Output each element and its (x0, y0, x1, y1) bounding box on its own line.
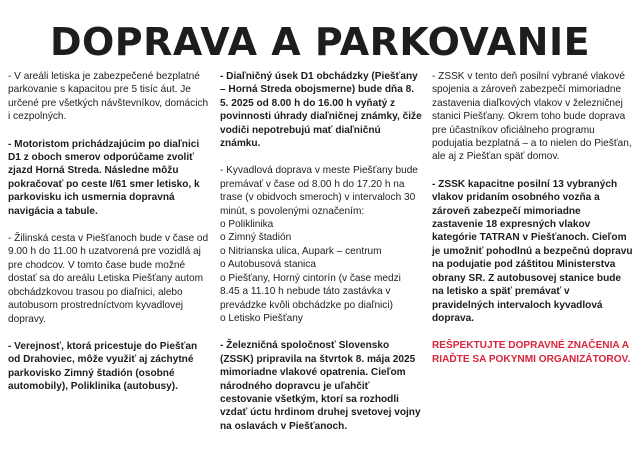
drahovce-parking-info: - Verejnosť, ktorá pricestuje do Piešťan od Drahoviec, môže využiť aj záchytné parkovisko Zimný štadión (osobné automobily), Poliklinika (autobusy). (8, 340, 198, 393)
zilinska-road-closure: - Žilinská cesta v Piešťanoch bude v čase od 9.00 h do 11.00 h uzatvorená pre vozidlá aj pre chodcov. V tomto čase bude možné dostať sa do areálu Letiska Piešťany autom obchádzkovou trasou po diaľnici, alebo autobusom prostredníctvom kyvadlovej dopravy. (8, 233, 209, 325)
list-item: o Zimný štadión (220, 232, 292, 244)
list-item: o Letisko Piešťany (220, 312, 303, 324)
page-title: DOPRAVA A PARKOVANIE (49, 20, 591, 64)
parking-info: - V areáli letiska je zabezpečené bezplatné parkovanie s kapacitou pre 5 tisíc áut. Je určené pre všetkých návštevníkov, domácich i cezpolných. (8, 71, 209, 123)
column-3 (432, 70, 634, 380)
list-item: o Nitrianska ulica, Aupark – centrum (220, 245, 382, 257)
column-1 (8, 70, 210, 408)
list-item: o Poliklinika (220, 219, 274, 231)
d1-toll-free-info: - Diaľničný úsek D1 obchádzky (Piešťany – Horná Streda obojsmerne) bude dňa 8. 5. 2025 od 8.00 h do 16.00 h vyňatý z povinnosti úhrady diaľničnej známky, čiže vodiči nepotrebujú mať diaľničnú známku. (220, 71, 422, 150)
shuttle-intro: - Kyvadlová doprava v meste Piešťany bude premávať v čase od 8.00 h do 17.20 h na trase (v obidvoch smeroch) v intervaloch 30 minút, s povolenými označením: (220, 165, 418, 217)
column-2 (220, 70, 422, 447)
zssk-measures-info: - Železničná spoločnosť Slovensko (ZSSK) pripravila na štvrtok 8. mája 2025 mimoriadne vlakové opatrenia. Cieľom národného dopravcu je uľahčiť cestovanie všetkým, ktorí sa rozhodli vzdať úctu hrdinom druhej svetovej vojny na oslavách v Piešťanoch. (220, 340, 421, 432)
list-item: o Autobusová stanica (220, 259, 316, 271)
traffic-warning: REŠPEKTUJTE DOPRAVNÉ ZNAČENIA A RIAĎTE SA POKYNMI ORGANIZÁTOROV. (432, 340, 631, 365)
shuttle-stops-list (220, 218, 422, 325)
list-item: o Piešťany, Horný cintorín (v čase medzi 8.45 a 11.10 h nebude táto zastávka v prevádzke kvôli obchádzke po diaľnici) (220, 272, 401, 311)
d1-driver-info: - Motoristom prichádzajúcim po diaľnici D1 z oboch smerov odporúčame zvoliť zjazd Horná Streda. Následne môžu pokračovať po ceste I/61 smer letisko, k parkovisku ich usmernia dopravná navigácia a tabule. (8, 138, 200, 217)
zssk-service-info: - ZSSK v tento deň posilní vybrané vlakové spojenia a zároveň zabezpečí mimoriadne zastavenia diaľkových vlakov v železničnej stanici Piešťany. Okrem toho bude doprava pre účastníkov oficiálneho programu podujatia bezplatná – a to nielen do Piešťan, ale aj z Piešťan späť domov. (432, 71, 632, 163)
shuttle-info (220, 164, 422, 325)
zssk-capacity-info: - ZSSK kapacitne posilní 13 vybraných vlakov pridaním osobného vozňa a zároveň zabezpečí mimoriadne zastavenie 18 expresných vlakov kategórie TATRAN v Piešťanoch. Cieľom je umožniť pohodlnú a bezpečnú dopravu na podujatie pod záštitou Ministerstva obrany SR. Z autobusovej stanice bude na letisko a späť premávať v pravidelných intervaloch kyvadlová doprava. (432, 178, 633, 324)
